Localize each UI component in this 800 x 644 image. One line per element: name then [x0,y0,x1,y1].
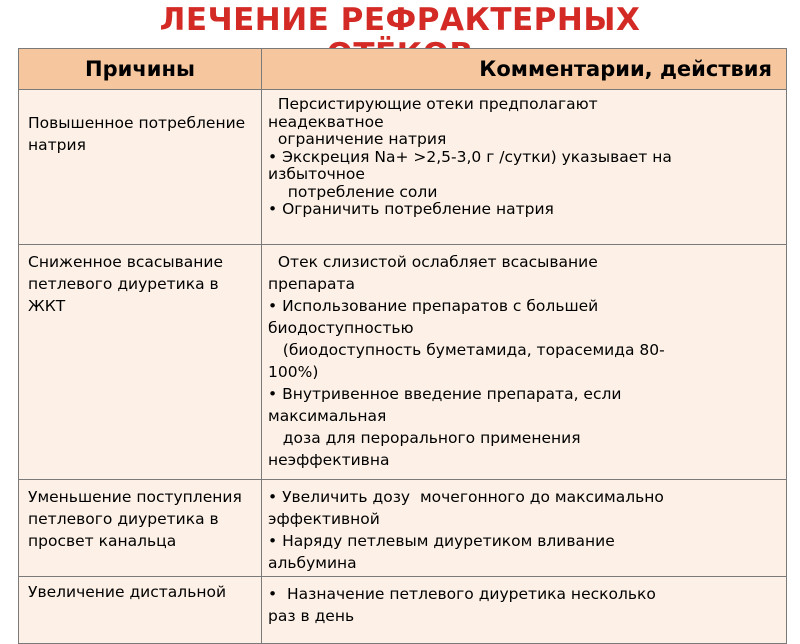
column-header-comments: Комментарии, действия [262,49,787,90]
comment-cell [262,480,787,577]
table-row [19,90,787,245]
comment-line: • Внутривенное введение препарата, если [268,385,622,403]
table-row [19,245,787,480]
title-line-1: ЛЕЧЕНИЕ РЕФРАКТЕРНЫХ [159,2,641,38]
table-header-row [19,49,787,90]
cause-cell: Уменьшение поступления петлевого диуретика в просвет канальца [19,480,262,577]
comment-line: неадекватное [268,112,384,131]
comment-line: • Наряду петлевым диуретиком вливание [268,532,615,550]
comment-line: Персистирующие отеки предполагают [268,95,598,113]
comment-line: раз в день [268,607,355,625]
comment-line: максимальная [268,407,387,425]
comment-line: ограничение натрия [268,130,447,148]
comment-line: доза для перорального применения [268,429,581,447]
comment-line: • Экскреция Na+ >2,5-3,0 г /сутки) указывает на [268,147,672,166]
comment-line: • Назначение петлевого диуретика несколько [268,585,656,603]
cause-cell: Повышенное потребление натрия [19,90,262,245]
cause-cell: Сниженное всасывание петлевого диуретика в ЖКТ [19,245,262,480]
column-header-causes: Причины [19,49,262,90]
comment-line: альбумина [268,554,357,572]
comment-cell [262,245,787,480]
comment-line: препарата [268,275,356,293]
comment-line: неэффективна [268,451,390,469]
treatment-table [18,48,787,644]
comment-line: • Использование препаратов с большей [268,297,599,315]
comment-line: эффективной [268,510,380,528]
table-row [19,577,787,644]
comment-line: биодоступностью [268,319,414,337]
cause-cell: Увеличение дистальной [19,577,262,644]
table-row [19,480,787,577]
comment-line: потребление соли [268,182,438,201]
comment-line: Отек слизистой ослабляет всасывание [268,253,598,271]
comment-line: • Увеличить дозу мочегонного до максимально [268,488,664,506]
comment-cell [262,577,787,644]
comment-line: • Ограничить потребление натрия [268,200,554,218]
comment-line: 100%) [268,363,319,381]
comment-line: (биодоступность буметамида, торасемида 80- [268,341,665,359]
comment-cell [262,90,787,245]
comment-line: избыточное [268,165,365,183]
